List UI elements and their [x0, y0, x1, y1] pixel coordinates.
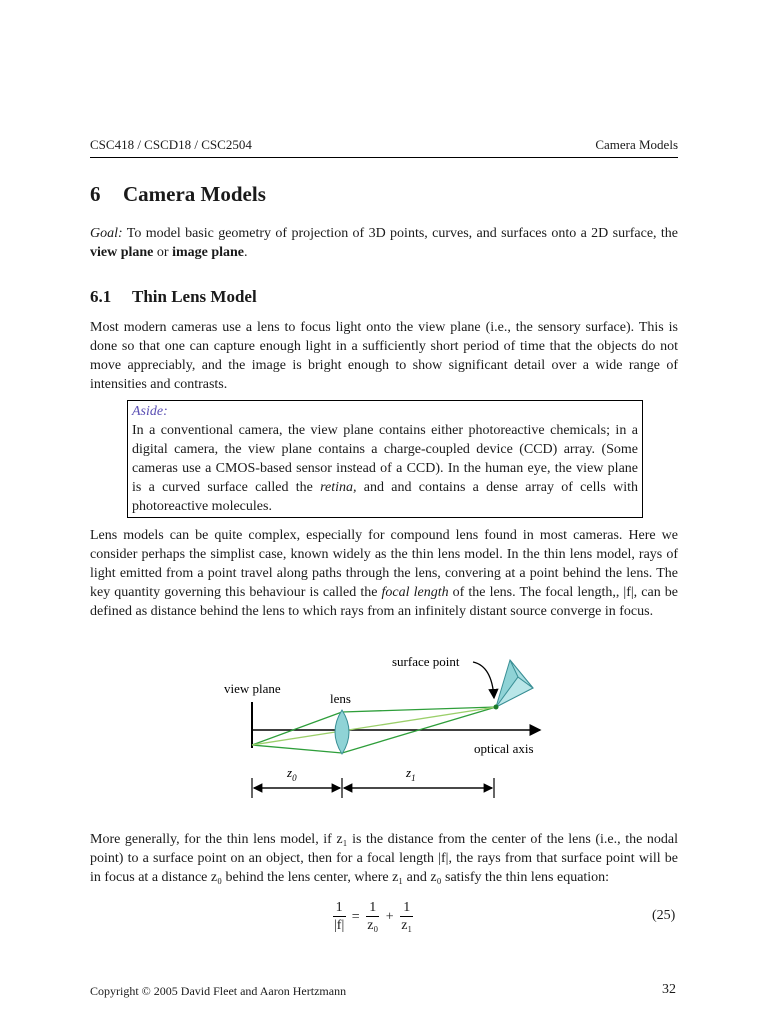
subsection-heading: [90, 287, 257, 307]
surface-point-pointer: [473, 662, 494, 698]
section-title: Camera Models: [123, 182, 266, 206]
thin-lens-diagram: [200, 650, 560, 810]
paragraph-intro: Most modern cameras use a lens to focus light onto the view plane (i.e., the sensory surface). This is done so that one can capture enough light in a sufficiently short period of time that the objects do not move appreciably, and the image is bright enough to show significant detail over a wide range of intensities and contrasts.: [90, 320, 678, 392]
eq-plus: +: [385, 909, 394, 925]
thin-lens-equation: [330, 900, 416, 935]
running-header-course: CSC418 / CSCD18 / CSC2504: [90, 137, 252, 152]
goal-paragraph: [90, 224, 678, 262]
label-optical-axis: optical axis: [474, 741, 534, 756]
dimension-markers: [252, 778, 494, 798]
lens-shape: [335, 710, 349, 754]
section-heading: [90, 182, 266, 207]
running-header-chapter: Camera Models: [595, 137, 678, 152]
equation-number: (25): [652, 908, 676, 923]
para2-text-a: Lens models can be quite complex, especially for compound lens found in most cameras. Here we consider perhaps the simplist case, known widely as the thin lens model. In the thin lens model, rays of light emitted from a point travel along paths through the lens, convering at a point behind the lens. The key quantity governing this behaviour is called the: [90, 528, 678, 600]
eq-num-3: 1: [400, 900, 413, 917]
goal-mid: or: [153, 245, 173, 260]
term-focal-length: focal length: [381, 585, 449, 600]
eq-den-z1: z₁: [401, 918, 413, 933]
subsection-title: Thin Lens Model: [132, 287, 257, 306]
label-surface-point: surface point: [392, 654, 460, 669]
label-view-plane: view plane: [224, 681, 281, 696]
eq-num-2: 1: [366, 900, 379, 917]
goal-end: .: [244, 245, 248, 260]
label-z1: $z_1$: [406, 765, 416, 783]
term-view-plane: view plane: [90, 245, 154, 260]
section-number: 6: [90, 182, 101, 206]
label-z0: $z_0$: [287, 765, 297, 783]
aside-text-a: In a conventional camera, the view plane contains either photoreactive chemicals; in a digital camera, the view plane contains a charge-coupled device (CCD) array. (Some cameras use a CMOS-based sensor instead of a CCD). In the human eye, the view plane is a curved surface called the: [132, 423, 638, 495]
goal-label: Goal:: [90, 226, 123, 241]
aside-title: Aside:: [132, 404, 168, 419]
subsection-number: 6.1: [90, 287, 112, 306]
eq-den-f: |f|: [334, 918, 345, 933]
paragraph-lens-models: [90, 526, 678, 621]
term-image-plane: image plane: [172, 245, 245, 260]
page-number: 32: [662, 982, 676, 997]
aside-text-b: and and contains a dense array of cells with photoreactive molecules.: [132, 480, 638, 514]
eq-num-1: 1: [333, 900, 346, 917]
label-lens: lens: [330, 691, 351, 706]
goal-text: To model basic geometry of projection of 3D points, curves, and surfaces onto a 2D surface, the: [122, 226, 678, 241]
surface-object: [494, 660, 534, 710]
aside-box: [127, 400, 643, 518]
paragraph-thin-lens-equation: More generally, for the thin lens model, if z₁ is the distance from the center of the lens (i.e., the nodal point) to a surface point on an object, then for a focal length |f|, the rays from that surface point will be in focus at a distance z₀ behind the lens center, where z₁ and z₀ satisfy the thin lens equation:: [90, 832, 678, 885]
para2-text-b: of the lens. The focal length,, |f|, can be defined as distance behind the lens to which rays from an infinitely distant source converge in focus.: [90, 585, 678, 619]
aside-emphasis: retina,: [320, 480, 357, 495]
eq-equals: =: [351, 909, 360, 925]
header-rule: [90, 157, 678, 158]
eq-den-z0: z₀: [367, 918, 379, 933]
footer-copyright: Copyright © 2005 David Fleet and Aaron Hertzmann: [90, 984, 347, 998]
